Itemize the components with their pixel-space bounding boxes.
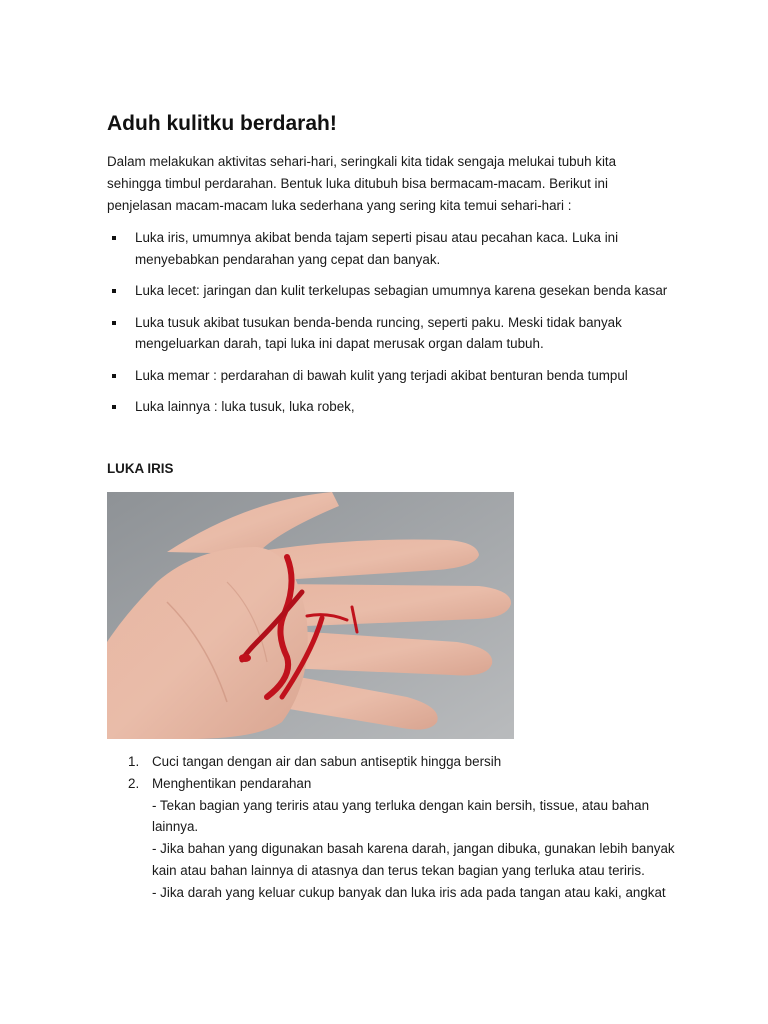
- cut-hand-photo: [107, 492, 514, 739]
- step-detail: - Tekan bagian yang teriris atau yang terluka dengan kain bersih, tissue, atau bahan lainnya.: [152, 797, 650, 835]
- step-text: Menghentikan pendarahan: [152, 775, 312, 791]
- step-item: [128, 751, 688, 773]
- list-item: [107, 312, 697, 355]
- wound-types-list: [107, 227, 697, 418]
- list-item: [107, 365, 697, 387]
- step-number: 2.: [128, 775, 140, 791]
- step-item: [128, 773, 688, 904]
- step-detail: - Jika darah yang keluar cukup banyak dan luka iris ada pada tangan atau kaki, angkat: [152, 884, 666, 900]
- list-item: [107, 280, 697, 302]
- list-item: [107, 227, 697, 270]
- list-item-text: Luka lainnya : luka tusuk, luka robek,: [135, 399, 355, 414]
- bullet-icon: [112, 374, 116, 378]
- bullet-icon: [112, 289, 116, 293]
- list-item: [107, 396, 697, 418]
- step-text: Cuci tangan dengan air dan sabun antiseptik hingga bersih: [152, 754, 502, 769]
- list-item-text: Luka memar : perdarahan di bawah kulit yang terjadi akibat benturan benda tumpul: [135, 367, 628, 383]
- list-item-text: Luka tusuk akibat tusukan benda-benda runcing, seperti paku. Meski tidak banyak mengeluarkan darah, tapi luka ini dapat merusak organ dalam tubuh.: [135, 314, 622, 351]
- step-number: 1.: [128, 754, 140, 769]
- list-item-text: Luka lecet: jaringan dan kulit terkelupas sebagian umumnya karena gesekan benda kasar: [135, 283, 668, 298]
- step-detail: - Jika bahan yang digunakan basah karena darah, jangan dibuka, gunakan lebih banyak kain atau bahan lainnya di atasnya dan terus tekan bagian yang terluka atau teriris.: [152, 841, 675, 878]
- first-aid-steps: [128, 751, 688, 904]
- page-title: Aduh kulitku berdarah!: [107, 112, 337, 135]
- intro-paragraph: Dalam melakukan aktivitas sehari-hari, seringkali kita tidak sengaja melukai tubuh kita sehingga timbul perdarahan. Bentuk luka ditubuh bisa bermacam-macam. Berikut ini penjelasan macam-macam luka sederhana yang sering kita temui sehari-hari :: [107, 154, 617, 213]
- list-item-text: Luka iris, umumnya akibat benda tajam seperti pisau atau pecahan kaca. Luka ini menyebabkan pendarahan yang cepat dan banyak.: [135, 230, 619, 267]
- bullet-icon: [112, 405, 116, 409]
- bullet-icon: [112, 236, 116, 240]
- section-heading: LUKA IRIS: [107, 461, 174, 476]
- bullet-icon: [112, 321, 116, 325]
